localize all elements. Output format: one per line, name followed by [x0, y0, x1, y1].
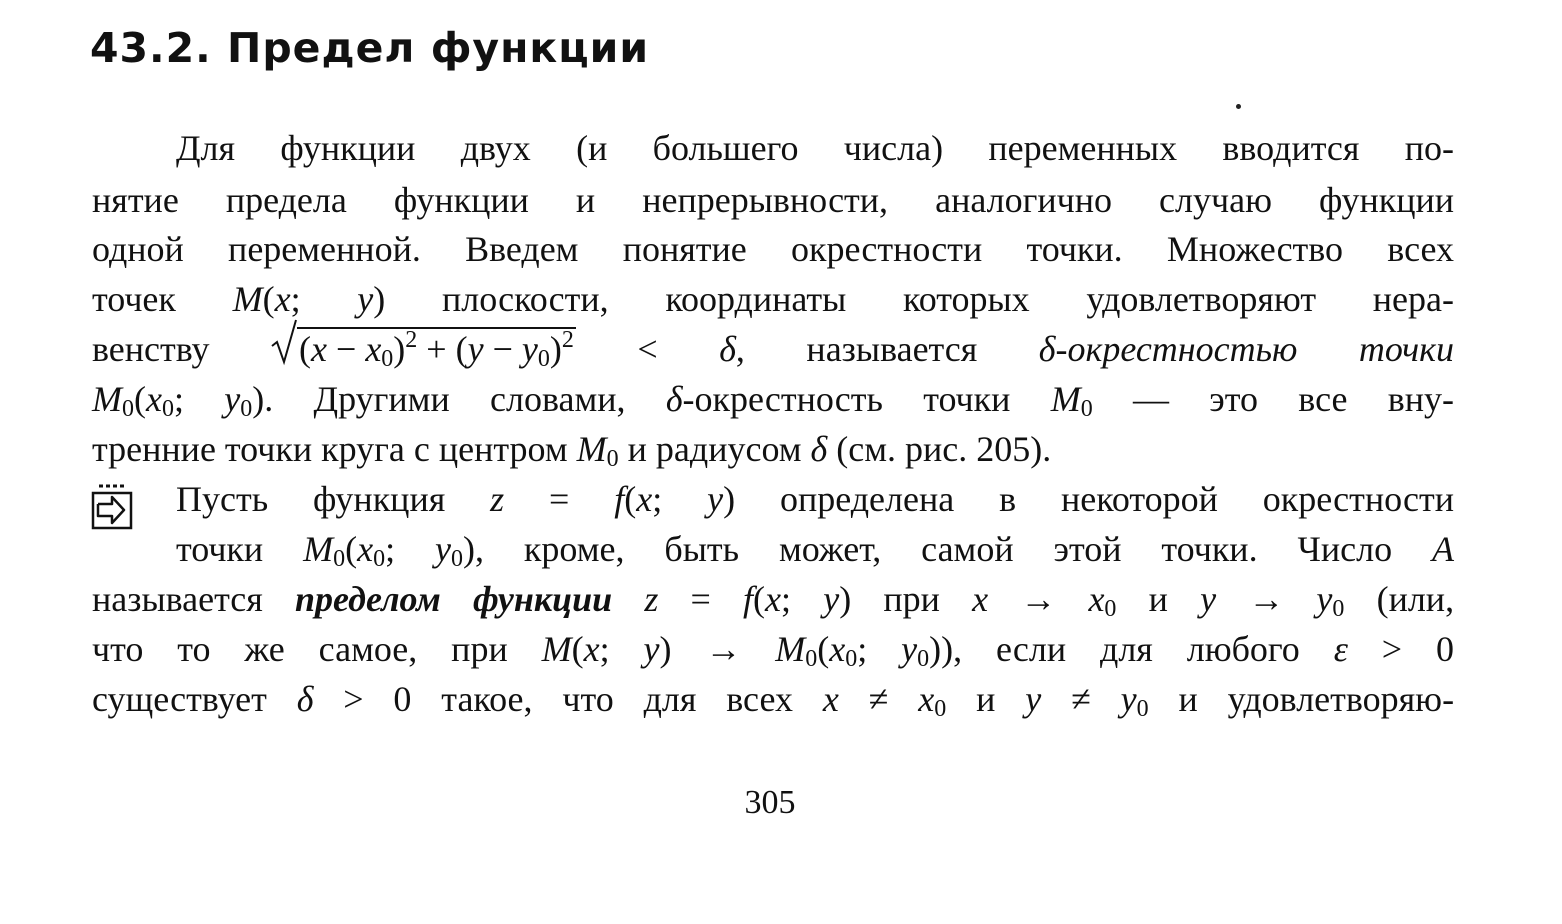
paragraph2-line2 [176, 524, 1454, 574]
formula-a: A [1432, 529, 1455, 569]
text-span: такое, что для всех [441, 679, 793, 719]
paragraph2-line5 [92, 674, 1454, 724]
formula-point-m0: $M_0(x_0$; $y_0$) [92, 379, 265, 422]
text-span: и [1148, 579, 1168, 619]
text-span: тренние точки круга с центром [92, 429, 568, 469]
text-span: и [976, 679, 996, 719]
text-span: точки [176, 529, 264, 569]
page-number: 305 [744, 784, 796, 821]
paragraph1-line4 [92, 274, 1454, 324]
paragraph2-line3 [92, 574, 1454, 624]
text-span: , называется [735, 329, 978, 369]
text-span: существует [92, 679, 267, 719]
formula-m0: $M_0$ [1050, 379, 1093, 422]
text-span: Пусть функция [176, 479, 446, 519]
formula-m0: $M_0$ [576, 429, 619, 472]
paragraph1-line6 [92, 374, 1454, 424]
paragraph1-line2: нятие предела функции и непрерывности, аналогично случаю функции [92, 180, 1454, 220]
text-span: плоскости, координаты которых удовлетворяют нера- [441, 279, 1454, 319]
text-span: , кроме, быть может, самой этой точки. Число [475, 529, 1393, 569]
text-span: ), если для любого [941, 629, 1300, 669]
text-span: и радиусом [627, 429, 802, 469]
text-span: что то же самое, при [92, 629, 508, 669]
formula-m-to-m0: M(x; $y) \to M_0(x_0$; $y_0$) [541, 629, 942, 672]
definition-arrow-icon [90, 482, 134, 532]
formula-function: z = f(x; y) [644, 579, 852, 619]
square-root: $(x - x_0)^2 + (y - y_0)^2$ [271, 324, 576, 374]
paragraph1-line3: одной переменной. Введем понятие окрестности точки. Множество всех [92, 229, 1454, 269]
print-speck [1236, 104, 1241, 109]
paragraph2-line4 [92, 624, 1454, 674]
term-delta-neighborhood: δ-окрестностью точки [1038, 329, 1454, 369]
formula-delta-positive: δ > 0 [296, 679, 412, 719]
paragraph1-line5 [92, 324, 1454, 374]
radical-sign-icon [271, 318, 297, 366]
formula-point-m: M(x; y) [232, 279, 386, 319]
text-span: точек [92, 279, 176, 319]
formula-x-neq-x0: $x \ne x_0$ [822, 679, 947, 722]
text-span: называется [92, 579, 263, 619]
formula-point-m0: $M_0(x_0$; $y_0$) [303, 529, 475, 572]
formula-x-to-x0: $x \to x_0$ [972, 579, 1117, 622]
formula-y-to-y0: $y \to y_0$ [1200, 579, 1345, 622]
text-span: — это все вну- [1132, 379, 1455, 419]
formula-delta: δ [665, 379, 683, 419]
text-span: и удовлетворяю- [1178, 679, 1455, 719]
formula-delta: δ [810, 429, 828, 469]
formula-distance-inequality: $(x - x_0)^2 + (y - y_0)^2 < \delta$ [271, 329, 736, 369]
section-heading: 43.2. Предел функции [90, 24, 650, 72]
text-span: при [883, 579, 940, 619]
text-span: -окрестность точки [682, 379, 1011, 419]
text-span: (см. рис. 205). [836, 429, 1052, 469]
paragraph1-line7 [92, 424, 1454, 474]
formula-y-neq-y0: $y \ne y_0$ [1025, 679, 1149, 722]
text-span: определена в некоторой окрестности [779, 479, 1454, 519]
formula-epsilon: ε > 0 [1333, 629, 1455, 669]
paragraph1-line1: Для функции двух (и большего числа) переменных вводится по- [176, 128, 1454, 168]
paragraph2-line1 [176, 474, 1454, 524]
term-function-limit: пределом функции [295, 579, 613, 619]
text-span: (или, [1376, 579, 1455, 619]
text-span: . Другими словами, [264, 379, 626, 419]
text-span: венству [92, 329, 210, 369]
formula-function: z = f(x; y) [490, 479, 736, 519]
